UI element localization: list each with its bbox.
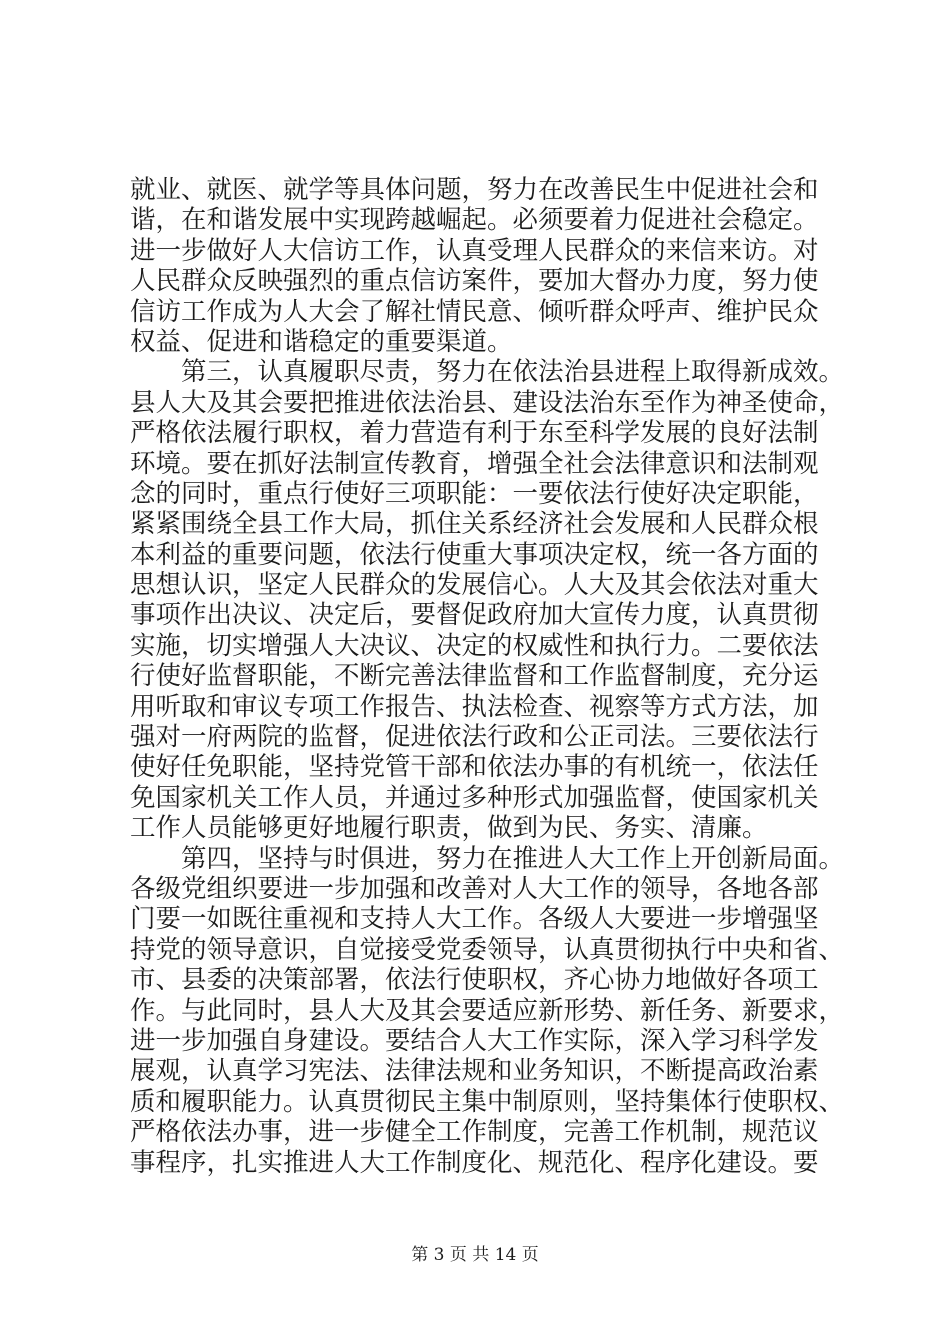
- page-footer: 第 3 页 共 14 页: [411, 1245, 539, 1265]
- text-line: 进一步做好人大信访工作，认真受理人民群众的来信来访。对: [130, 235, 819, 266]
- text-line: 事程序，扎实推进人大工作制度化、规范化、程序化建设。要: [130, 1147, 819, 1178]
- text-line: 第四，坚持与时俱进，努力在推进人大工作上开创新局面。: [130, 843, 845, 874]
- text-line: 免国家机关工作人员，并通过多种形式加强监督，使国家机关: [130, 782, 819, 813]
- text-line: 用听取和审议专项工作报告、执法检查、视察等方式方法，加: [130, 691, 819, 722]
- text-line: 谐，在和谐发展中实现跨越崛起。必须要着力促进社会稳定。: [130, 205, 819, 236]
- text-line: 严格依法履行职权，着力营造有利于东至科学发展的良好法制: [130, 418, 819, 449]
- text-line: 本利益的重要问题，依法行使重大事项决定权，统一各方面的: [130, 539, 819, 570]
- text-line: 质和履职能力。认真贯彻民主集中制原则，坚持集体行使职权、: [130, 1086, 845, 1117]
- text-line: 县人大及其会要把推进依法治县、建设法治东至作为神圣使命，: [130, 387, 845, 418]
- text-line: 严格依法办事，进一步健全工作制度，完善工作机制，规范议: [130, 1117, 819, 1148]
- text-line: 就业、就医、就学等具体问题，努力在改善民生中促进社会和: [130, 175, 819, 205]
- text-line: 作。与此同时，县人大及其会要适应新形势、新任务、新要求，: [130, 995, 845, 1026]
- text-line: 人民群众反映强烈的重点信访案件，要加大督办力度，努力使: [130, 266, 819, 297]
- text-line: 思想认识，坚定人民群众的发展信心。人大及其会依法对重大: [130, 570, 819, 601]
- text-line: 实施，切实增强人大决议、决定的权威性和执行力。二要依法: [130, 630, 819, 661]
- body-text: [130, 175, 860, 1178]
- text-line: 进一步加强自身建设。要结合人大工作实际，深入学习科学发: [130, 1025, 819, 1056]
- text-line: 紧紧围绕全县工作大局，抓住关系经济社会发展和人民群众根: [130, 509, 819, 540]
- text-line: 强对一府两院的监督，促进依法行政和公正司法。三要依法行: [130, 722, 819, 753]
- text-line: 使好任免职能，坚持党管干部和依法办事的有机统一，依法任: [130, 752, 819, 783]
- text-line: 市、县委的决策部署，依法行使职权，齐心协力地做好各项工: [130, 965, 819, 996]
- text-line: 各级党组织要进一步加强和改善对人大工作的领导，各地各部: [130, 873, 819, 904]
- text-line: 门要一如既往重视和支持人大工作。各级人大要进一步增强坚: [130, 904, 819, 935]
- text-line: 展观，认真学习宪法、法律法规和业务知识，不断提高政治素: [130, 1056, 819, 1087]
- text-line: 第三，认真履职尽责，努力在依法治县进程上取得新成效。: [130, 357, 845, 388]
- text-line: 权益、促进和谐稳定的重要渠道。: [130, 326, 513, 357]
- text-line: 行使好监督职能，不断完善法律监督和工作监督制度，充分运: [130, 661, 819, 692]
- text-line: 环境。要在抓好法制宣传教育，增强全社会法律意识和法制观: [130, 448, 819, 479]
- text-line: 信访工作成为人大会了解社情民意、倾听群众呼声、维护民众: [130, 296, 819, 327]
- text-line: 事项作出决议、决定后，要督促政府加大宣传力度，认真贯彻: [130, 600, 819, 631]
- text-line: 念的同时，重点行使好三项职能：一要依法行使好决定职能，: [130, 478, 819, 509]
- text-line: 工作人员能够更好地履行职责，做到为民、务实、清廉。: [130, 813, 768, 844]
- text-line: 持党的领导意识，自觉接受党委领导，认真贯彻执行中央和省、: [130, 934, 845, 965]
